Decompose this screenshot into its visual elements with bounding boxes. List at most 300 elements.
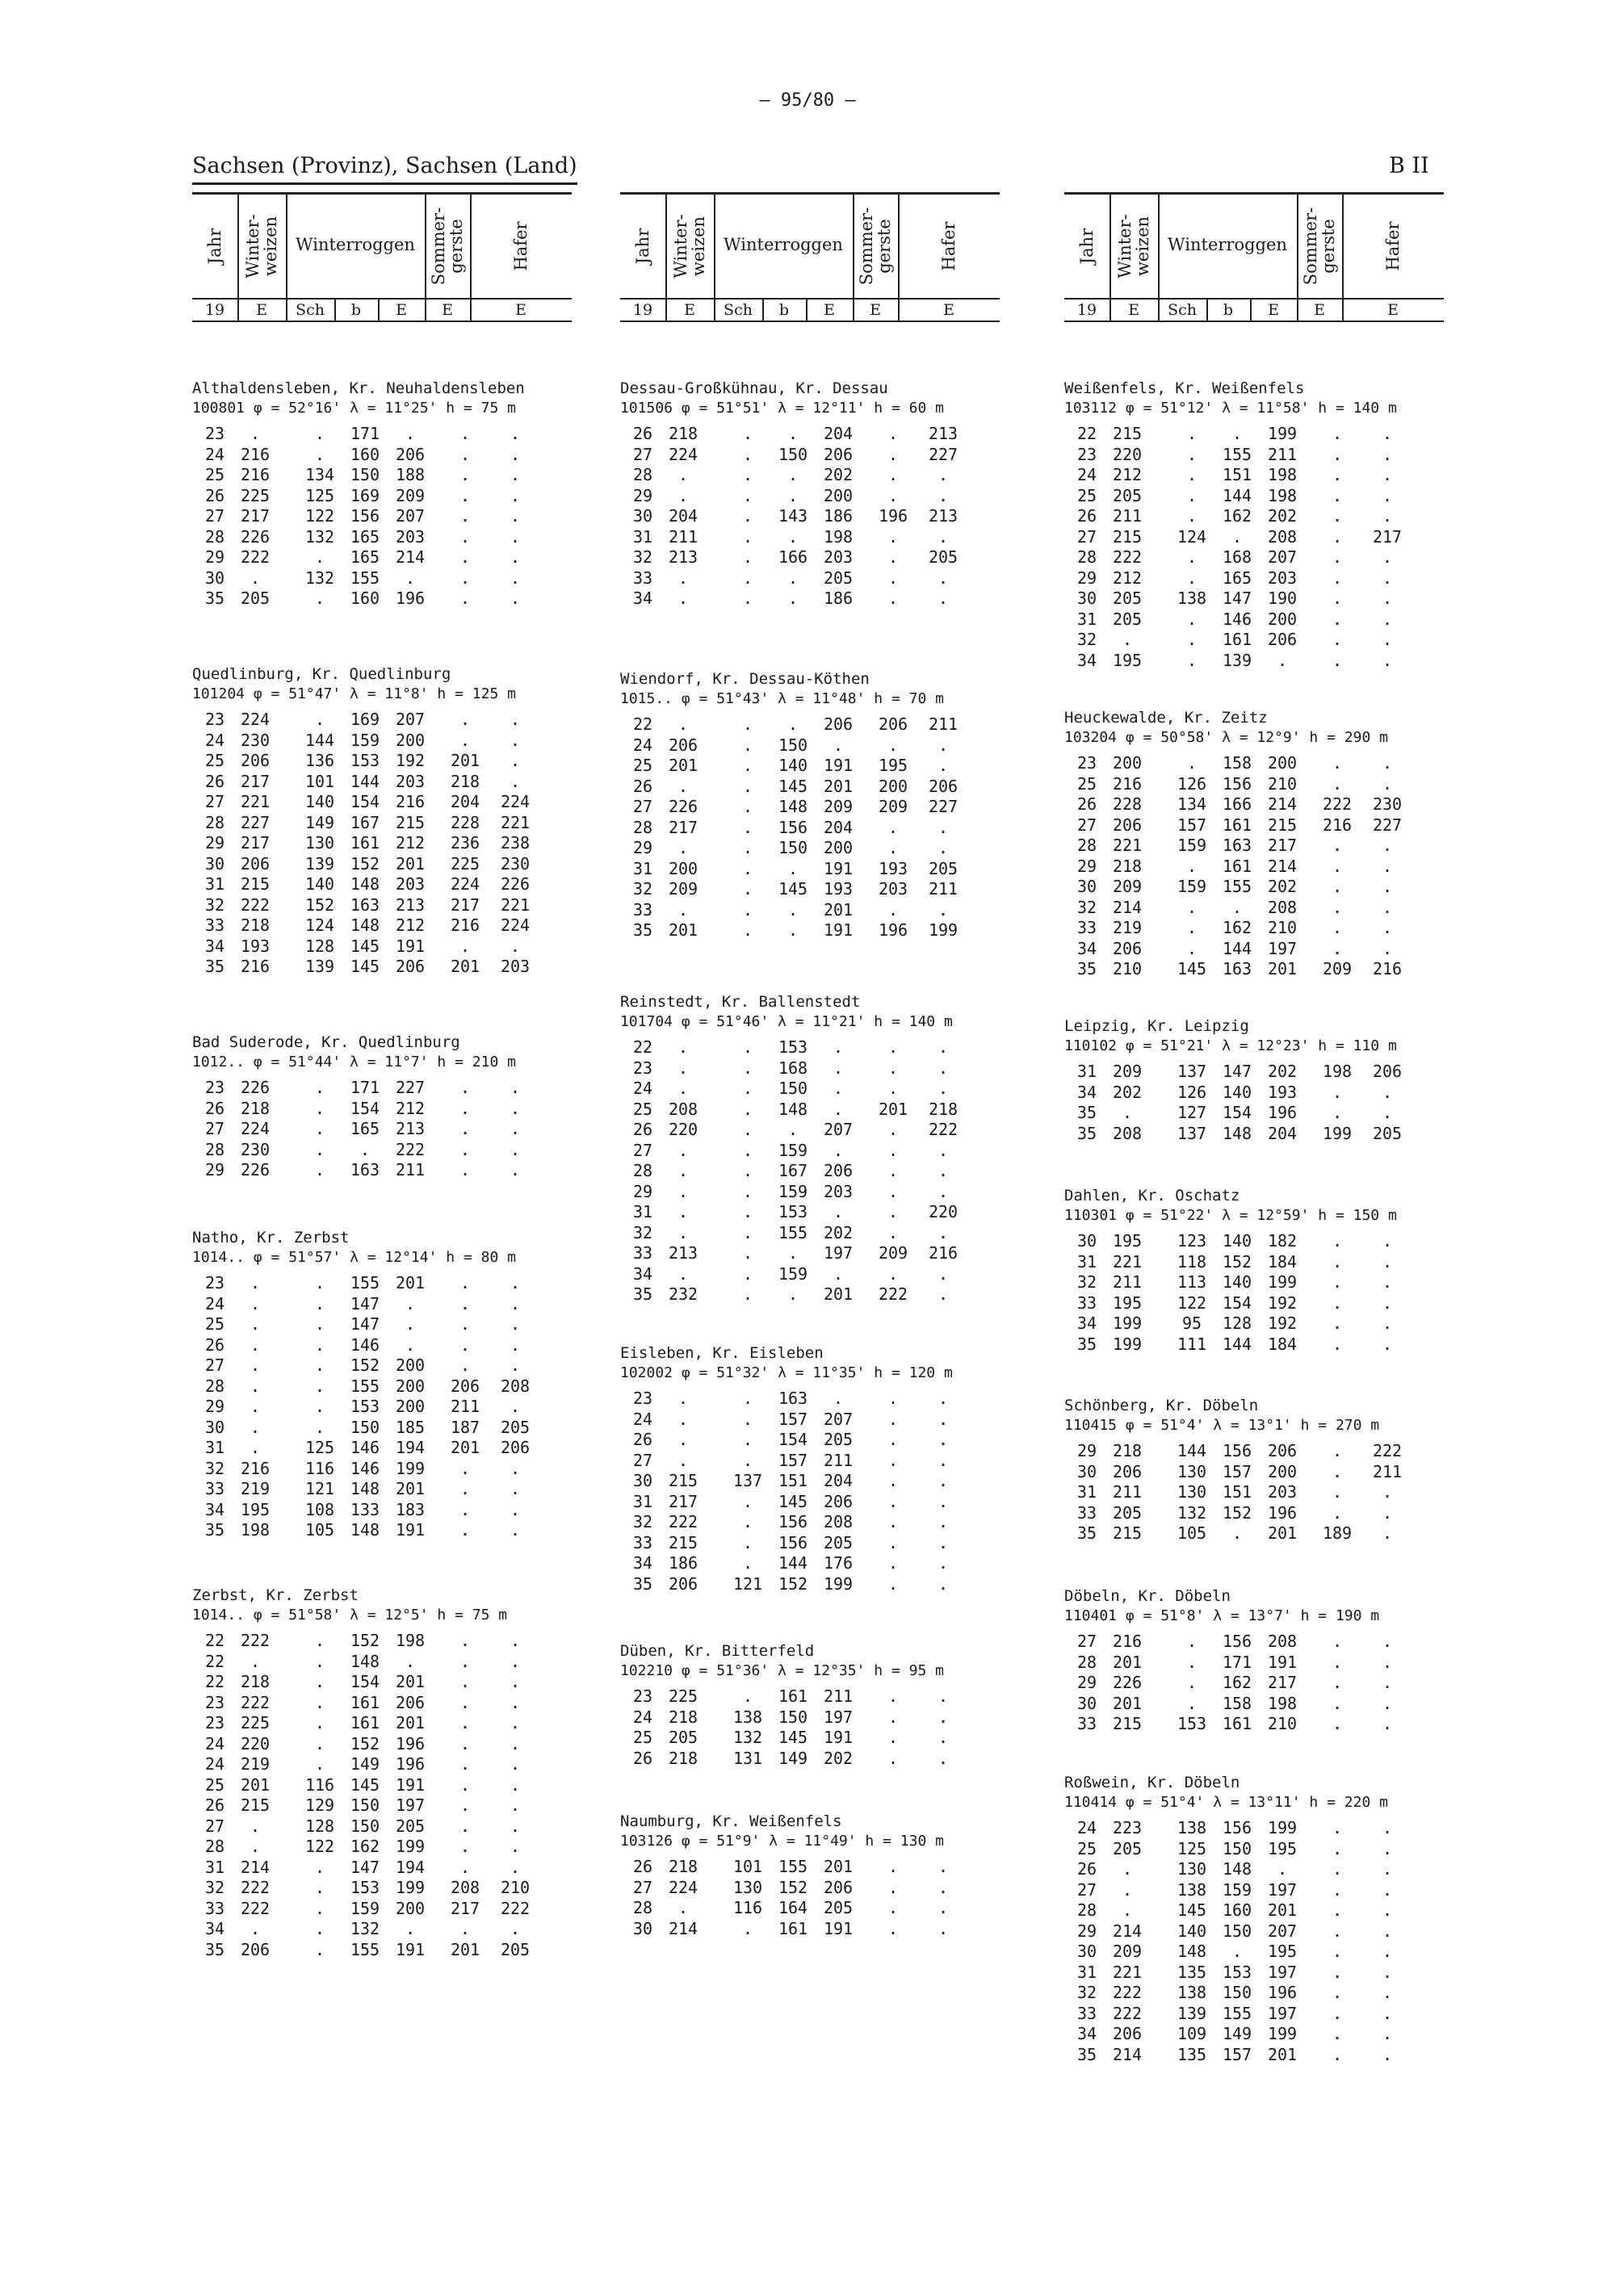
data-cell: . — [1382, 1103, 1393, 1122]
data-cell: . — [1186, 1652, 1198, 1672]
data-cell: 159 — [1177, 877, 1207, 896]
data-cell: . — [1332, 609, 1343, 629]
header-subcell: b — [1206, 300, 1252, 321]
data-cell: 224 — [500, 915, 531, 935]
data-cell: . — [510, 1355, 521, 1375]
data-cell: 128 — [304, 1816, 335, 1836]
data-cell: 156 — [1222, 1441, 1252, 1460]
table-row — [1064, 1694, 1444, 1715]
data-cell: 206 — [823, 1161, 854, 1180]
station-coordinates: 103204 φ = 50°58' λ = 12°9' h = 290 m — [1064, 729, 1388, 746]
data-cell: 28 — [204, 1837, 225, 1856]
data-cell: 148 — [350, 1479, 380, 1498]
data-cell: 163 — [350, 1160, 380, 1179]
data-cell: . — [938, 1686, 949, 1706]
data-cell: . — [742, 1222, 753, 1242]
data-cell: 198 — [1267, 485, 1298, 505]
data-cell: . — [1382, 877, 1393, 896]
header-cell — [192, 195, 239, 298]
data-cell: 197 — [1267, 1962, 1298, 1982]
data-cell: 209 — [823, 797, 854, 816]
table-row — [620, 1749, 1000, 1770]
data-cell: 209 — [878, 797, 908, 816]
data-cell: 162 — [350, 1837, 380, 1856]
table-row — [620, 1728, 1000, 1749]
data-cell: . — [314, 1417, 325, 1437]
data-cell: . — [1186, 424, 1198, 443]
data-cell: 155 — [350, 1939, 380, 1959]
data-cell: 197 — [395, 1795, 426, 1815]
data-cell: 207 — [823, 1120, 854, 1139]
table-row — [192, 1837, 572, 1858]
data-cell: . — [1186, 918, 1198, 937]
data-cell: . — [1332, 1334, 1343, 1354]
data-cell: . — [1382, 1251, 1393, 1272]
data-cell: . — [510, 1273, 521, 1293]
data-cell: 222 — [928, 1120, 959, 1139]
table-row — [1064, 1482, 1444, 1503]
data-cell: 157 — [778, 1409, 808, 1429]
data-cell: . — [938, 1284, 949, 1304]
data-cell: 28 — [632, 465, 653, 484]
data-cell: 223 — [1112, 1818, 1143, 1837]
data-cell: 33 — [1076, 1502, 1097, 1523]
data-cell: 221 — [500, 895, 531, 915]
data-cell: 201 — [878, 1099, 908, 1119]
data-cell: 215 — [1112, 424, 1143, 443]
data-cell: 195 — [1112, 1293, 1143, 1313]
data-cell: 209 — [395, 485, 426, 505]
data-cell: . — [938, 1058, 949, 1078]
data-cell: . — [887, 1471, 899, 1490]
data-cell: 210 — [500, 1878, 531, 1897]
data-cell: 116 — [304, 1458, 335, 1478]
table-row — [192, 854, 572, 875]
data-cell: 156 — [778, 817, 808, 837]
data-cell: 204 — [823, 817, 854, 837]
data-cell: 227 — [928, 444, 959, 464]
data-cell: . — [1332, 1714, 1343, 1733]
data-cell: . — [887, 1707, 899, 1727]
data-cell: . — [742, 817, 753, 837]
data-cell: 31 — [1076, 1062, 1097, 1081]
data-cell: . — [787, 714, 799, 734]
data-cell: . — [250, 1651, 261, 1671]
data-cell: . — [742, 1686, 753, 1706]
data-cell: . — [314, 1692, 325, 1712]
data-cell: . — [742, 776, 753, 796]
data-cell: 159 — [350, 1898, 380, 1918]
data-cell: 215 — [1112, 1523, 1143, 1543]
data-cell: 226 — [1112, 1673, 1143, 1692]
data-cell: 160 — [350, 589, 380, 608]
data-cell: 201 — [450, 957, 480, 976]
data-cell: . — [677, 776, 689, 796]
data-cell: 26 — [632, 776, 653, 796]
data-cell: 151 — [1222, 465, 1252, 484]
data-cell: 227 — [1372, 815, 1403, 835]
data-cell: . — [314, 1078, 325, 1097]
data-cell: 129 — [304, 1795, 335, 1815]
data-cell: 33 — [632, 1532, 653, 1552]
data-cell: . — [787, 526, 799, 547]
data-cell: 226 — [500, 874, 531, 894]
data-cell: . — [887, 1037, 899, 1057]
data-cell: 137 — [1177, 1123, 1207, 1143]
data-cell: 210 — [1112, 959, 1143, 978]
data-cell: 33 — [204, 1898, 225, 1918]
data-cell: 218 — [1112, 856, 1143, 876]
data-cell: 30 — [1076, 1942, 1097, 1961]
data-cell: . — [887, 1389, 899, 1408]
data-cell: 156 — [350, 506, 380, 526]
data-cell: 206 — [395, 1692, 426, 1712]
data-cell: . — [510, 1520, 521, 1540]
data-cell: . — [510, 1837, 521, 1856]
data-cell: 207 — [1267, 547, 1298, 567]
data-cell: . — [1382, 1900, 1393, 1920]
data-cell: 216 — [240, 1458, 271, 1478]
data-cell: . — [742, 1918, 753, 1938]
data-cell: 162 — [1222, 1673, 1252, 1692]
data-cell: 135 — [1177, 1962, 1207, 1982]
data-cell: . — [1382, 609, 1393, 629]
data-cell: . — [1382, 2024, 1393, 2043]
data-cell: 140 — [1177, 1921, 1207, 1941]
data-cell: 144 — [350, 771, 380, 791]
station-name: Natho, Kr. Zerbst — [192, 1229, 350, 1246]
data-cell: 197 — [1267, 1879, 1298, 1900]
data-cell: . — [1186, 506, 1198, 526]
data-cell: 218 — [668, 1857, 698, 1876]
data-cell: 222 — [240, 1878, 271, 1897]
data-cell: . — [787, 1284, 799, 1304]
data-cell: 132 — [732, 1728, 763, 1747]
station-name: Dahlen, Kr. Oschatz — [1064, 1187, 1240, 1205]
data-cell: . — [1332, 1962, 1343, 1982]
data-cell: . — [250, 1273, 261, 1293]
data-cell: 143 — [778, 506, 808, 526]
header-subcell: E — [1297, 300, 1344, 321]
data-cell: 205 — [928, 547, 959, 567]
data-cell: 31 — [204, 874, 225, 894]
data-cell: 206 — [928, 776, 959, 796]
data-cell: . — [1332, 753, 1343, 773]
data-cell: 144 — [1222, 485, 1252, 505]
data-cell: . — [314, 1098, 325, 1118]
data-cell: . — [1332, 897, 1343, 917]
header-jahr: Jahr — [1077, 228, 1097, 265]
data-cell: . — [510, 1651, 521, 1671]
data-cell: . — [314, 1119, 325, 1138]
table-row — [1064, 2045, 1444, 2066]
table-row — [1064, 527, 1444, 548]
data-cell: 215 — [1112, 526, 1143, 547]
data-cell: . — [742, 899, 753, 920]
data-cell: 31 — [632, 526, 653, 547]
data-cell: 144 — [1222, 938, 1252, 958]
data-cell: . — [250, 1376, 261, 1396]
data-cell: 24 — [1076, 1818, 1097, 1837]
data-cell: 30 — [632, 1918, 653, 1938]
data-cell: 208 — [668, 1099, 698, 1119]
data-cell: 222 — [240, 895, 271, 915]
table-row — [1064, 1441, 1444, 1462]
table-row — [620, 527, 1000, 548]
data-cell: 196 — [1267, 1983, 1298, 2002]
data-cell: 146 — [350, 1334, 380, 1355]
table-row — [1064, 1673, 1444, 1694]
data-cell: . — [250, 1314, 261, 1334]
data-cell: 153 — [1177, 1714, 1207, 1733]
data-cell: 161 — [1222, 815, 1252, 835]
data-cell: . — [938, 838, 949, 857]
table-row — [192, 1397, 572, 1418]
data-cell: . — [1332, 877, 1343, 896]
data-cell: 225 — [240, 485, 271, 505]
data-cell: . — [510, 444, 521, 464]
data-cell: . — [887, 1748, 899, 1768]
data-cell: 224 — [500, 792, 531, 811]
data-cell: . — [1332, 918, 1343, 937]
data-cell: . — [938, 526, 949, 547]
data-cell: 26 — [632, 1120, 653, 1139]
data-cell: 33 — [1076, 918, 1097, 937]
data-cell: 214 — [1112, 1921, 1143, 1941]
data-cell: . — [459, 1651, 471, 1671]
data-cell: . — [1186, 609, 1198, 629]
data-cell: 35 — [632, 920, 653, 940]
data-cell: . — [742, 879, 753, 899]
data-cell: 33 — [632, 1243, 653, 1263]
data-cell: . — [459, 526, 471, 547]
station-block — [1064, 708, 1444, 980]
data-cell: 197 — [1267, 2003, 1298, 2023]
data-cell: 206 — [1112, 938, 1143, 958]
data-cell: . — [1332, 589, 1343, 608]
data-cell: 162 — [1222, 506, 1252, 526]
data-cell: 27 — [1076, 815, 1097, 835]
data-cell: . — [742, 1284, 753, 1304]
data-cell: . — [787, 589, 799, 608]
data-cell: 26 — [204, 1334, 225, 1355]
data-cell: . — [1382, 897, 1393, 917]
data-cell: . — [459, 1314, 471, 1334]
data-cell: . — [887, 568, 899, 588]
data-cell: . — [742, 1512, 753, 1531]
data-cell: 105 — [304, 1520, 335, 1540]
data-cell: . — [250, 1417, 261, 1437]
data-cell: 222 — [240, 1898, 271, 1918]
data-cell: 199 — [1267, 1818, 1298, 1837]
data-cell: . — [1382, 1082, 1393, 1102]
table-row — [1064, 794, 1444, 815]
data-cell: 26 — [632, 424, 653, 443]
table-row — [192, 424, 572, 445]
data-cell: 140 — [304, 792, 335, 811]
data-cell: 29 — [1076, 1441, 1097, 1460]
data-cell: . — [1231, 424, 1243, 443]
data-cell: 202 — [1112, 1082, 1143, 1102]
data-cell: 22 — [632, 1037, 653, 1057]
data-cell: 161 — [1222, 856, 1252, 876]
data-cell: 211 — [668, 526, 698, 547]
data-cell: 29 — [204, 833, 225, 853]
data-cell: . — [938, 1181, 949, 1201]
data-cell: 150 — [778, 444, 808, 464]
table-row — [620, 1120, 1000, 1141]
data-cell: 222 — [1372, 1441, 1403, 1460]
header-subcell: E — [665, 300, 715, 321]
data-cell: . — [405, 1919, 416, 1938]
data-cell: 165 — [350, 526, 380, 547]
data-cell: . — [1332, 1082, 1343, 1102]
data-cell: 193 — [240, 936, 271, 956]
table-row — [192, 486, 572, 507]
data-cell: 208 — [823, 1512, 854, 1531]
data-cell: . — [459, 1692, 471, 1712]
data-cell: 201 — [395, 1479, 426, 1498]
data-cell: . — [1382, 1632, 1393, 1651]
data-cell: . — [510, 1774, 521, 1795]
data-cell: 196 — [878, 506, 908, 526]
data-cell: 213 — [668, 547, 698, 567]
table-row — [1064, 651, 1444, 672]
data-cell: . — [677, 1037, 689, 1057]
data-cell: . — [1332, 526, 1343, 547]
data-cell: 134 — [1177, 794, 1207, 814]
data-cell: 29 — [632, 838, 653, 857]
data-cell: 218 — [928, 1099, 959, 1119]
data-cell: . — [1332, 1942, 1343, 1961]
data-cell: 211 — [1372, 1461, 1403, 1481]
data-cell: 199 — [395, 1837, 426, 1856]
data-cell: 230 — [240, 730, 271, 750]
data-cell: . — [938, 1430, 949, 1449]
header-cell — [1342, 195, 1444, 298]
table-row — [620, 797, 1000, 818]
table-row — [1064, 1293, 1444, 1314]
table-row — [192, 506, 572, 527]
data-cell: 211 — [928, 879, 959, 899]
data-cell: . — [677, 1389, 689, 1408]
header-cell — [1297, 195, 1344, 298]
data-cell: 192 — [1267, 1313, 1298, 1333]
data-cell: 152 — [1222, 1251, 1252, 1272]
data-cell: 145 — [350, 1774, 380, 1795]
data-cell: 205 — [1112, 589, 1143, 608]
table-row — [620, 424, 1000, 445]
data-cell: . — [833, 1202, 844, 1221]
data-cell: . — [938, 1450, 949, 1470]
header-cell — [1064, 195, 1111, 298]
header-winterweizen: Winter- weizen — [1115, 214, 1152, 279]
data-cell: . — [742, 1263, 753, 1284]
data-cell: . — [314, 1376, 325, 1396]
data-cell: . — [314, 424, 325, 443]
data-cell: . — [510, 936, 521, 956]
data-cell: 145 — [778, 776, 808, 796]
table-row — [620, 1161, 1000, 1182]
station-block — [1064, 1773, 1444, 2065]
data-cell: . — [938, 1857, 949, 1876]
data-cell: 205 — [240, 589, 271, 608]
table-row — [192, 1459, 572, 1480]
data-cell: 152 — [1222, 1502, 1252, 1523]
section-code: B II — [1389, 153, 1429, 178]
data-cell: 214 — [1267, 856, 1298, 876]
data-cell: . — [887, 1450, 899, 1470]
table-row — [620, 1707, 1000, 1728]
data-cell: . — [742, 1553, 753, 1573]
table-row — [620, 1512, 1000, 1533]
data-cell: 201 — [450, 1438, 480, 1457]
data-cell: . — [938, 1140, 949, 1160]
table-row — [1064, 1880, 1444, 1901]
data-cell: . — [1382, 753, 1393, 773]
data-cell: 125 — [1177, 1838, 1207, 1858]
station-coordinates: 110414 φ = 51°4' λ = 13°11' h = 220 m — [1064, 1794, 1388, 1811]
table-row — [192, 1713, 572, 1734]
data-cell: . — [887, 1079, 899, 1098]
data-cell: 215 — [668, 1532, 698, 1552]
data-cell: 145 — [778, 1728, 808, 1747]
data-cell: . — [1382, 1818, 1393, 1837]
data-cell: 206 — [668, 1573, 698, 1594]
data-cell: . — [510, 1795, 521, 1815]
station-name: Wiendorf, Kr. Dessau-Köthen — [620, 670, 870, 688]
data-cell: 26 — [632, 1430, 653, 1449]
data-cell: 207 — [1267, 1921, 1298, 1941]
data-cell: 159 — [1177, 836, 1207, 855]
data-cell: . — [314, 444, 325, 464]
header-hafer: Hafer — [1383, 221, 1403, 271]
data-cell: . — [677, 465, 689, 484]
data-cell: . — [510, 751, 521, 770]
data-cell: 221 — [240, 792, 271, 811]
data-cell: 152 — [350, 1355, 380, 1375]
data-cell: . — [459, 465, 471, 484]
data-cell: . — [938, 1161, 949, 1180]
table-row — [620, 1878, 1000, 1899]
data-cell: 205 — [928, 858, 959, 878]
data-cell: . — [677, 838, 689, 857]
data-cell: 28 — [204, 526, 225, 547]
data-cell: 23 — [204, 1273, 225, 1293]
data-cell: . — [459, 1631, 471, 1650]
data-cell: . — [510, 1397, 521, 1416]
data-cell: 206 — [395, 957, 426, 976]
data-cell: 210 — [1267, 918, 1298, 937]
data-cell: . — [459, 506, 471, 526]
data-cell: . — [314, 1733, 325, 1753]
data-cell: 145 — [1177, 959, 1207, 978]
table-row — [620, 1243, 1000, 1264]
data-cell: . — [887, 1877, 899, 1897]
data-cell: 201 — [823, 1284, 854, 1304]
data-cell: 152 — [350, 1631, 380, 1650]
station-name: Eisleben, Kr. Eisleben — [620, 1344, 824, 1362]
table-row — [1064, 465, 1444, 486]
data-cell: . — [742, 797, 753, 816]
data-cell: . — [314, 547, 325, 567]
data-cell: 27 — [1076, 526, 1097, 547]
data-cell: 213 — [928, 506, 959, 526]
data-cell: . — [677, 1222, 689, 1242]
data-cell: 197 — [823, 1707, 854, 1727]
data-cell: 219 — [240, 1479, 271, 1498]
table-row — [620, 714, 1000, 735]
